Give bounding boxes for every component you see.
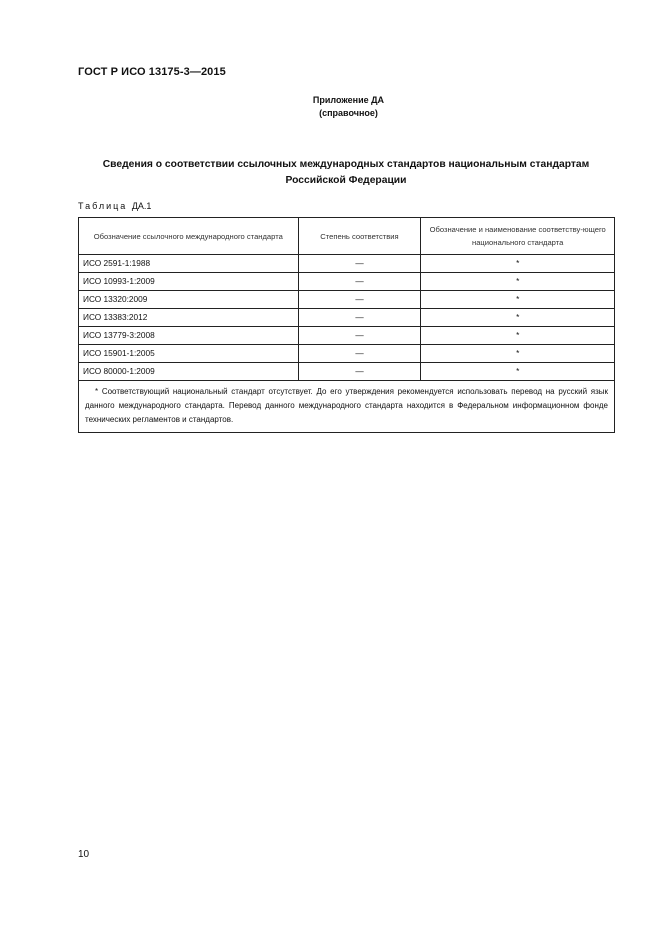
table-row [79, 363, 615, 381]
cell-national: * [421, 291, 615, 309]
standards-table [78, 217, 615, 433]
cell-degree: — [298, 291, 421, 309]
cell-degree: — [298, 345, 421, 363]
appendix-subtitle: (справочное) [319, 108, 378, 118]
table-header-row [79, 218, 615, 255]
table-caption-number: ДА.1 [131, 201, 152, 211]
document-header: ГОСТ Р ИСО 13175-3—2015 [78, 66, 226, 78]
cell-national: * [421, 327, 615, 345]
section-title-line-1: Сведения о соответствии ссылочных международных стандартов национальным стандартам [102, 159, 590, 170]
cell-standard: ИСО 80000-1:2009 [79, 363, 299, 381]
cell-national: * [421, 345, 615, 363]
section-title-line-2: Российской Федерации [285, 175, 407, 186]
cell-degree: — [298, 309, 421, 327]
section-title [78, 157, 614, 189]
table-caption [78, 201, 151, 211]
page-number: 10 [78, 849, 90, 860]
cell-degree: — [298, 363, 421, 381]
cell-degree: — [298, 327, 421, 345]
cell-degree: — [298, 273, 421, 291]
cell-national: * [421, 273, 615, 291]
table-row [79, 327, 615, 345]
header-international-standard: Обозначение ссылочного международного стандарта [79, 218, 299, 255]
table-caption-label: Таблица [78, 201, 128, 211]
cell-standard: ИСО 10993-1:2009 [79, 273, 299, 291]
table-row [79, 345, 615, 363]
appendix-title: Приложение ДА [312, 95, 385, 105]
header-national-standard: Обозначение и наименование соответству-ющего национального стандарта [421, 218, 615, 255]
cell-standard: ИСО 2591-1:1988 [79, 255, 299, 273]
cell-degree: — [298, 255, 421, 273]
cell-standard: ИСО 13320:2009 [79, 291, 299, 309]
table-row [79, 291, 615, 309]
cell-standard: ИСО 13779-3:2008 [79, 327, 299, 345]
table-row [79, 255, 615, 273]
cell-national: * [421, 255, 615, 273]
cell-standard: ИСО 15901-1:2005 [79, 345, 299, 363]
header-degree-of-conformity: Степень соответствия [298, 218, 421, 255]
cell-national: * [421, 309, 615, 327]
cell-standard: ИСО 13383:2012 [79, 309, 299, 327]
table-row [79, 273, 615, 291]
table-row [79, 309, 615, 327]
table-footnote-row [79, 381, 615, 433]
table-footnote: * Соответствующий национальный стандарт отсутствует. До его утверждения рекомендуется использовать перевод на русский язык данного международного стандарта. Перевод данного международного стандарта находится в Федеральном информационном фонде технических регламентов и стандартов. [79, 381, 615, 433]
cell-national: * [421, 363, 615, 381]
